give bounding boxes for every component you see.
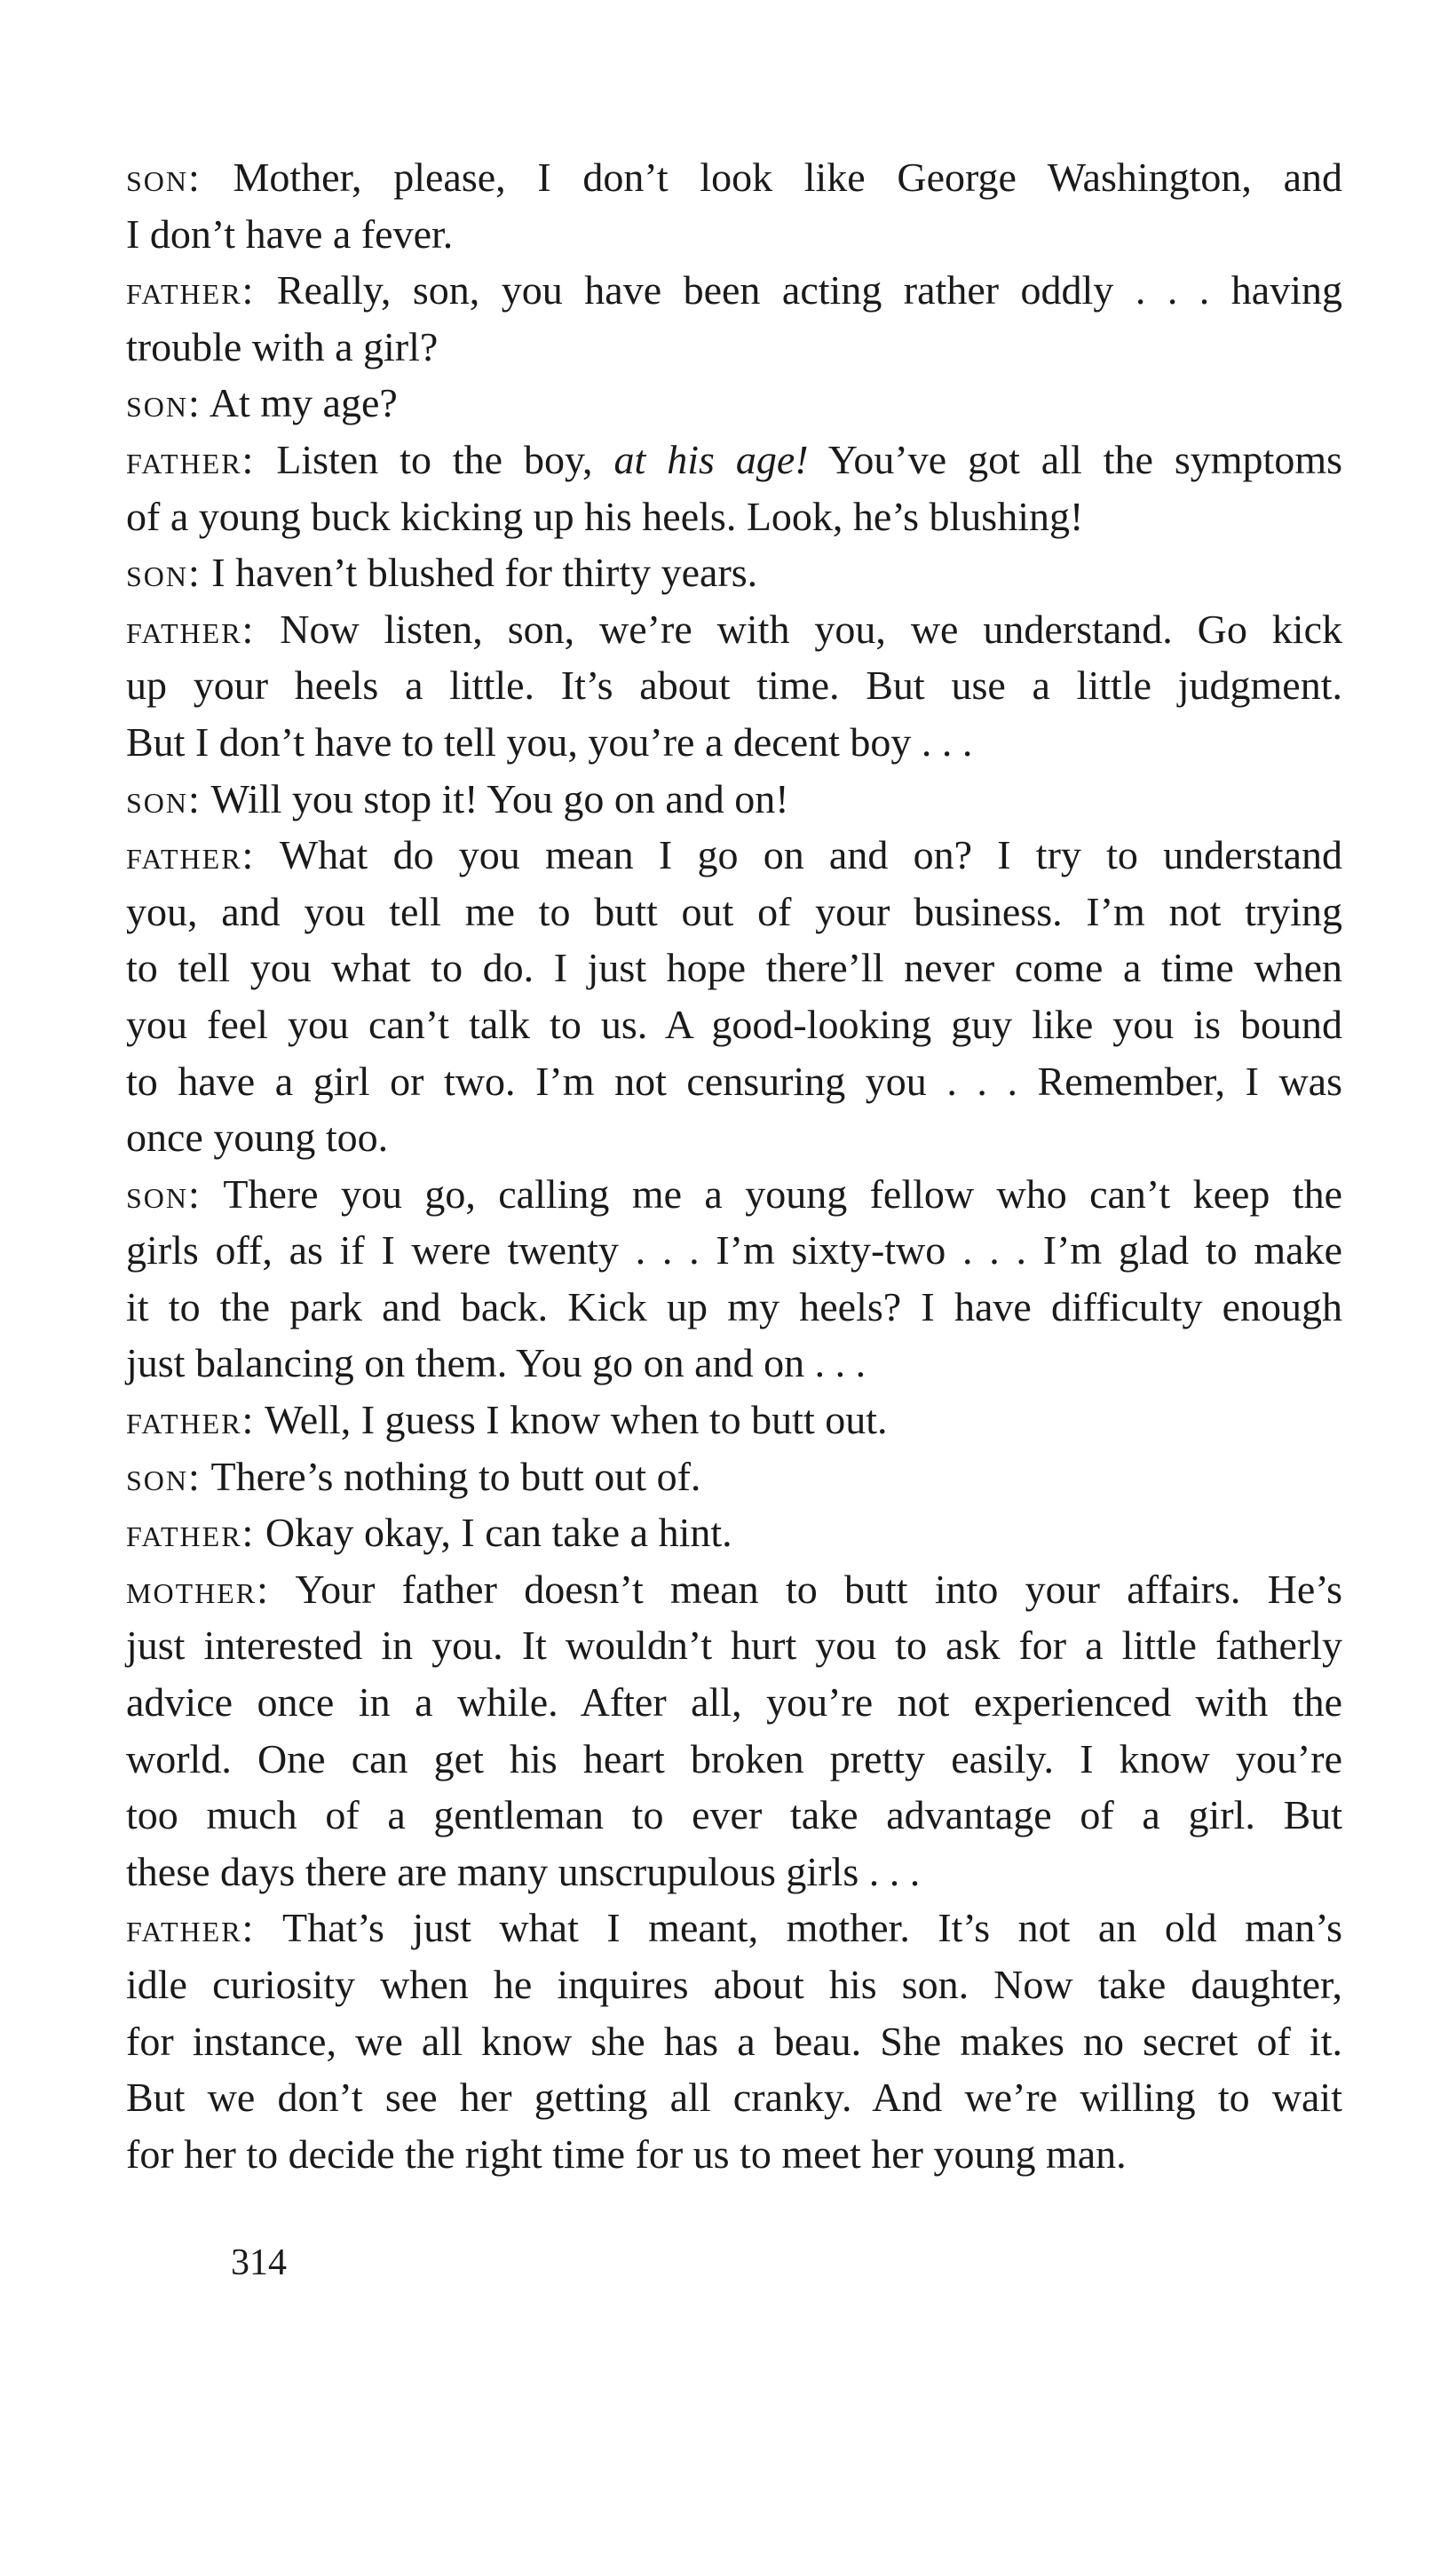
dialogue-text-run: I haven’t blushed for thirty years. (201, 550, 758, 596)
dialogue-text-run: What do you mean I go on and on? I try to understand (255, 832, 1342, 878)
speaker-label: father: (126, 1510, 256, 1556)
dialogue-text-run: There you go, calling me a young fellow who can’t keep the (201, 1170, 1342, 1217)
text-line (126, 1109, 1342, 1166)
dialogue-text-run: That’s just what I meant, mother. It’s not an old man’s (255, 1905, 1342, 1951)
text-line (126, 996, 1342, 1053)
dialogue-text-run: for instance, we all know she has a beau. She makes no secret of it. (126, 2018, 1342, 2064)
dialogue-text-run: you feel you can’t talk to us. A good-looking guy like you is bound (126, 1001, 1342, 1047)
speaker-label: father: (126, 436, 256, 482)
text-line (126, 657, 1342, 714)
dialogue-text-run: Will you stop it! You go on and on! (201, 775, 789, 821)
dialogue-text-run: just interested in you. It wouldn’t hurt you to ask for a little fatherly (126, 1623, 1342, 1669)
text-line (126, 262, 1342, 319)
speaker-label: father: (126, 832, 256, 878)
speaker-label: son: (126, 550, 202, 596)
text-line (126, 884, 1342, 940)
text-line (126, 940, 1342, 996)
dialogue-text-run: advice once in a while. After all, you’re not experienced with the (126, 1679, 1342, 1726)
dialogue-text-run: Okay okay, I can take a hint. (255, 1510, 732, 1556)
dialogue-text-run: Mother, please, I don’t look like George Washington, and (201, 155, 1342, 200)
dialogue-text-run: to have a girl or two. I’m not censuring you . . . Remember, I was (126, 1058, 1342, 1104)
text-line (126, 601, 1342, 658)
dialogue-text-run: you, and you tell me to butt out of your business. I’m not trying (126, 888, 1342, 934)
speaker-label: son: (126, 775, 202, 821)
speaker-label: son: (126, 380, 202, 426)
text-line (126, 1561, 1342, 1618)
text-line (126, 1844, 1342, 1900)
dialogue-text-run: I don’t have a fever. (126, 210, 454, 257)
dialogue-text-run: girls off, as if I were twenty . . . I’m sixty-two . . . I’m glad to make (126, 1227, 1342, 1274)
dialogue-text-run: trouble with a girl? (126, 323, 439, 369)
text-line (126, 149, 1342, 206)
speaker-label: son: (126, 1453, 202, 1499)
text-line (126, 2126, 1342, 2183)
text-line (126, 1335, 1342, 1392)
text-line (126, 2069, 1342, 2126)
text-line (126, 1617, 1342, 1674)
dialogue-text-run: But we don’t see her getting all cranky. And we’re willing to wait (126, 2075, 1342, 2121)
text-line (126, 1166, 1342, 1223)
dialogue-text-run: But I don’t have to tell you, you’re a decent boy . . . (126, 718, 973, 765)
text-line (126, 1900, 1342, 1956)
text-line (126, 1674, 1342, 1731)
speaker-label: son: (126, 155, 202, 200)
dialogue-text-run: Really, son, you have been acting rather oddly . . . having (255, 267, 1342, 313)
dialogue-text-run: for her to decide the right time for us to meet her young man. (126, 2131, 1127, 2177)
dialogue-text-run: these days there are many unscrupulous girls . . . (126, 1848, 921, 1894)
speaker-label: father: (126, 267, 256, 313)
text-line (126, 1053, 1342, 1110)
dialogue-text-run: just balancing on them. You go on and on . . . (126, 1340, 866, 1386)
text-line (126, 375, 1342, 432)
dialogue-text-run: You’ve got all the symptoms (808, 436, 1342, 482)
text-line (126, 771, 1342, 828)
dialogue-text-run: idle curiosity when he inquires about his son. Now take daughter, (126, 1962, 1342, 2007)
dialogue-text-run: At my age? (201, 380, 398, 426)
dialogue-text-run: once young too. (126, 1115, 389, 1161)
speaker-label: son: (126, 1170, 202, 1217)
speaker-label: father: (126, 606, 256, 652)
text-line (126, 827, 1342, 884)
speaker-label: mother: (126, 1566, 270, 1612)
italic-text: at his age! (613, 436, 809, 482)
text-line (126, 1279, 1342, 1336)
dialogue-text-run: Now listen, son, we’re with you, we understand. Go kick (255, 606, 1342, 652)
speaker-label: father: (126, 1397, 256, 1443)
text-line (126, 544, 1342, 601)
speaker-label: father: (126, 1905, 256, 1951)
text-line (126, 206, 1342, 263)
text-line (126, 2013, 1342, 2070)
dialogue-text-run: too much of a gentleman to ever take advantage of a girl. But (126, 1792, 1342, 1838)
dialogue-text-run: world. One can get his heart broken pretty easily. I know you’re (126, 1735, 1342, 1781)
text-line (126, 1222, 1342, 1279)
text-line (126, 1448, 1342, 1505)
dialogue-text-run: There’s nothing to butt out of. (201, 1453, 701, 1499)
dialogue-text-run: to tell you what to do. I just hope there’ll never come a time when (126, 945, 1342, 991)
text-line (126, 432, 1342, 488)
dialogue-text-run: Your father doesn’t mean to butt into your affairs. He’s (269, 1566, 1342, 1612)
dialogue-text (126, 149, 1342, 2182)
dialogue-text-run: Well, I guess I know when to butt out. (255, 1397, 888, 1443)
text-line (126, 1956, 1342, 2013)
text-line (126, 1504, 1342, 1561)
dialogue-text-run: of a young buck kicking up his heels. Look, he’s blushing! (126, 493, 1084, 539)
text-line (126, 488, 1342, 545)
text-line (126, 1392, 1342, 1448)
text-line (126, 714, 1342, 771)
text-line (126, 1731, 1342, 1788)
text-line (126, 319, 1342, 376)
dialogue-text-run: it to the park and back. Kick up my heels? I have difficulty enough (126, 1283, 1342, 1329)
page-number: 314 (231, 2242, 287, 2283)
dialogue-text-run: Listen to the boy, (255, 436, 614, 482)
text-line (126, 1787, 1342, 1844)
dialogue-text-run: up your heels a little. It’s about time. But use a little judgment. (126, 663, 1342, 709)
